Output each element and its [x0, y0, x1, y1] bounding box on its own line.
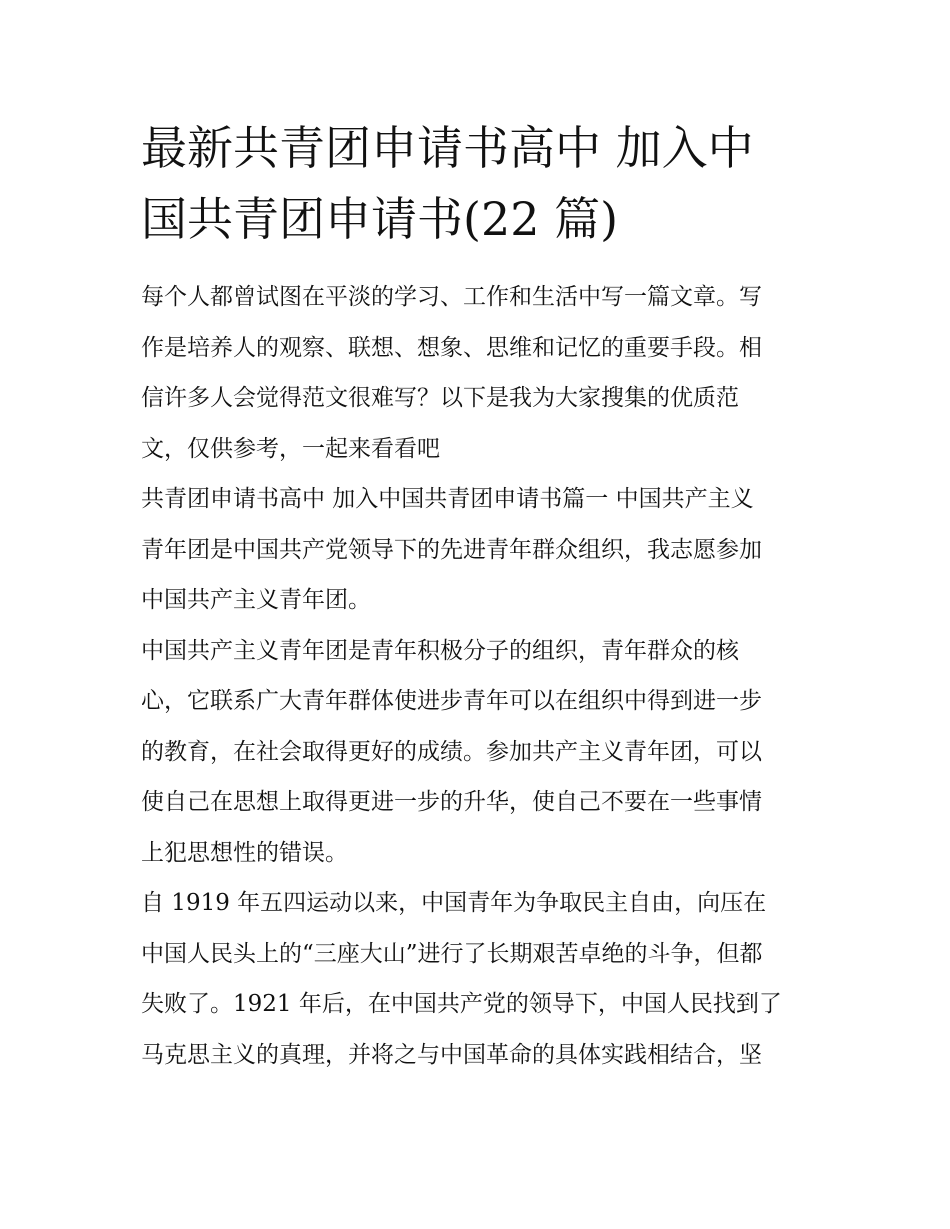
document-title: [141, 113, 813, 255]
title-line: 国共青团申请书(22 篇): [141, 192, 619, 246]
text-line: 作是培养人的观察、联想、想象、思维和记忆的重要手段。相: [141, 334, 762, 361]
title-line: 最新共青团申请书高中 加入中: [141, 121, 754, 175]
paragraph-league-description: [141, 626, 813, 879]
paragraph-section-one: [141, 474, 813, 626]
document-body: [141, 272, 813, 1080]
text-line: 自 1919 年五四运动以来，中国青年为争取民主自由，向压在: [141, 890, 767, 916]
document-content: [141, 113, 813, 1080]
text-line: 中国共产主义青年团。: [141, 587, 371, 613]
text-line: 中国共产主义青年团是青年积极分子的组织，青年群众的核: [141, 637, 739, 664]
paragraph-intro: [141, 272, 813, 474]
text-line: 上犯思想性的错误。: [141, 839, 348, 866]
text-line: 的教育，在社会取得更好的成绩。参加共产主义青年团，可以: [141, 738, 762, 765]
text-line: 文，仅供参考，一起来看看吧: [141, 435, 440, 462]
text-line: 青年团是中国共产党领导下的先进青年群众组织，我志愿参加: [141, 536, 762, 563]
text-line: 每个人都曾试图在平淡的学习、工作和生活中写一篇文章。写: [141, 284, 762, 310]
text-line: 马克思主义的真理，并将之与中国革命的具体实践相结合，坚: [141, 1041, 762, 1068]
text-line: 信许多人会觉得范文很难写？以下是我为大家搜集的优质范: [141, 385, 739, 411]
text-line: 失败了。1921 年后，在中国共产党的领导下，中国人民找到了: [141, 991, 782, 1017]
text-line: 使自己在思想上取得更进一步的升华，使自己不要在一些事情: [141, 789, 762, 815]
text-line: 中国人民头上的“三座大山”进行了长期艰苦卓绝的斗争，但都: [141, 940, 763, 967]
text-line: 共青团申请书高中 加入中国共青团申请书篇一 中国共产主义: [141, 486, 754, 512]
paragraph-history: [141, 878, 813, 1080]
text-line: 心，它联系广大青年群体使进步青年可以在组织中得到进一步: [141, 688, 762, 714]
